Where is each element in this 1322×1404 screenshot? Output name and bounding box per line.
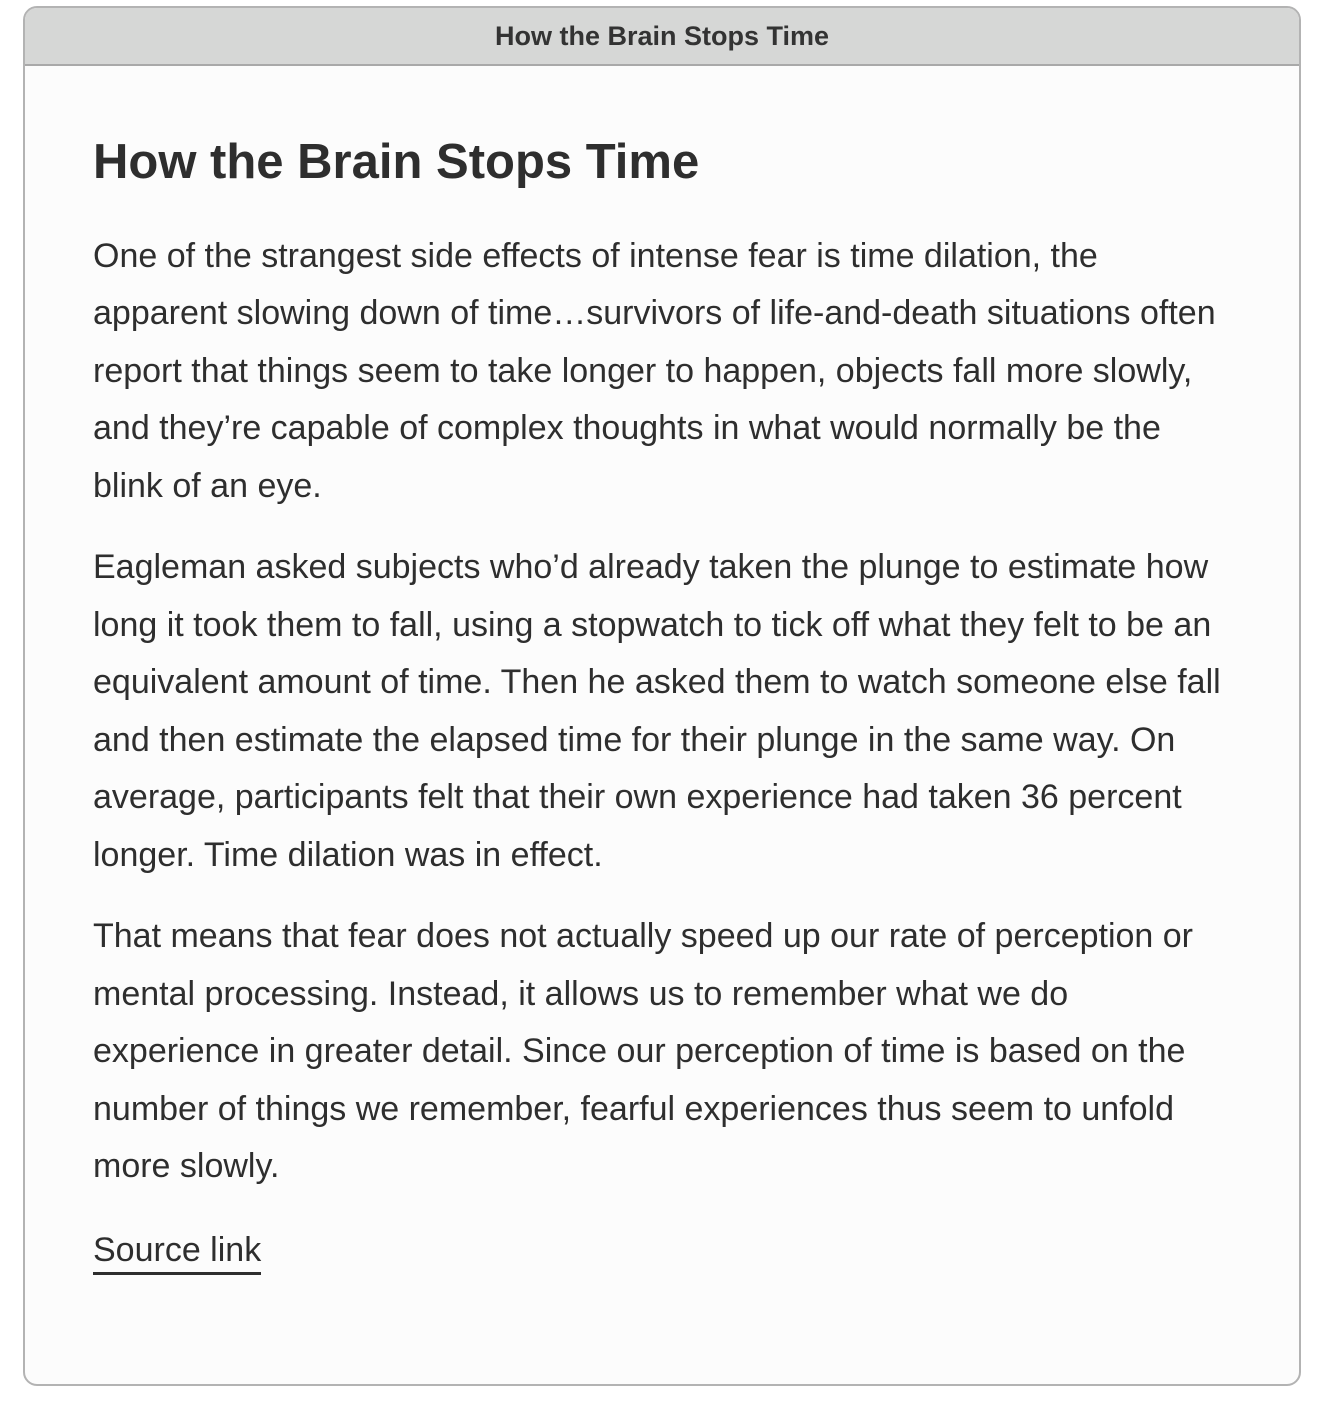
article-paragraph-1: One of the strangest side effects of intense fear is time dilation, the apparent slowing down of time…survivors of life-and-death situations often report that things seem to take longer to happen, objects fall more slowly, and they’re capable of complex thoughts in what would normally be the blink of an eye. (93, 236, 1216, 505)
article-paragraph-3: That means that fear does not actually speed up our rate of perception or mental processing. Instead, it allows us to remember what we do experience in greater detail. Since our perception of time is based on the number of things we remember, fearful experiences thus seem to unfold more slowly. (93, 917, 1194, 1186)
article-heading: How the Brain Stops Time (93, 135, 700, 189)
article-paragraph-2: Eagleman asked subjects who’d already taken the plunge to estimate how long it took them to fall, using a stopwatch to tick off what they felt to be an equivalent amount of time. Then he asked them to watch someone else fall and then estimate the elapsed time for their plunge in the same way. On average, participants felt that their own experience had taken 36 percent longer. Time dilation was in effect. (93, 548, 1221, 874)
source-link[interactable]: Source link (93, 1230, 261, 1275)
article-window (23, 6, 1301, 1386)
window-titlebar (25, 8, 1299, 66)
article-content (25, 66, 1299, 1275)
window-title: How the Brain Stops Time (494, 20, 830, 51)
